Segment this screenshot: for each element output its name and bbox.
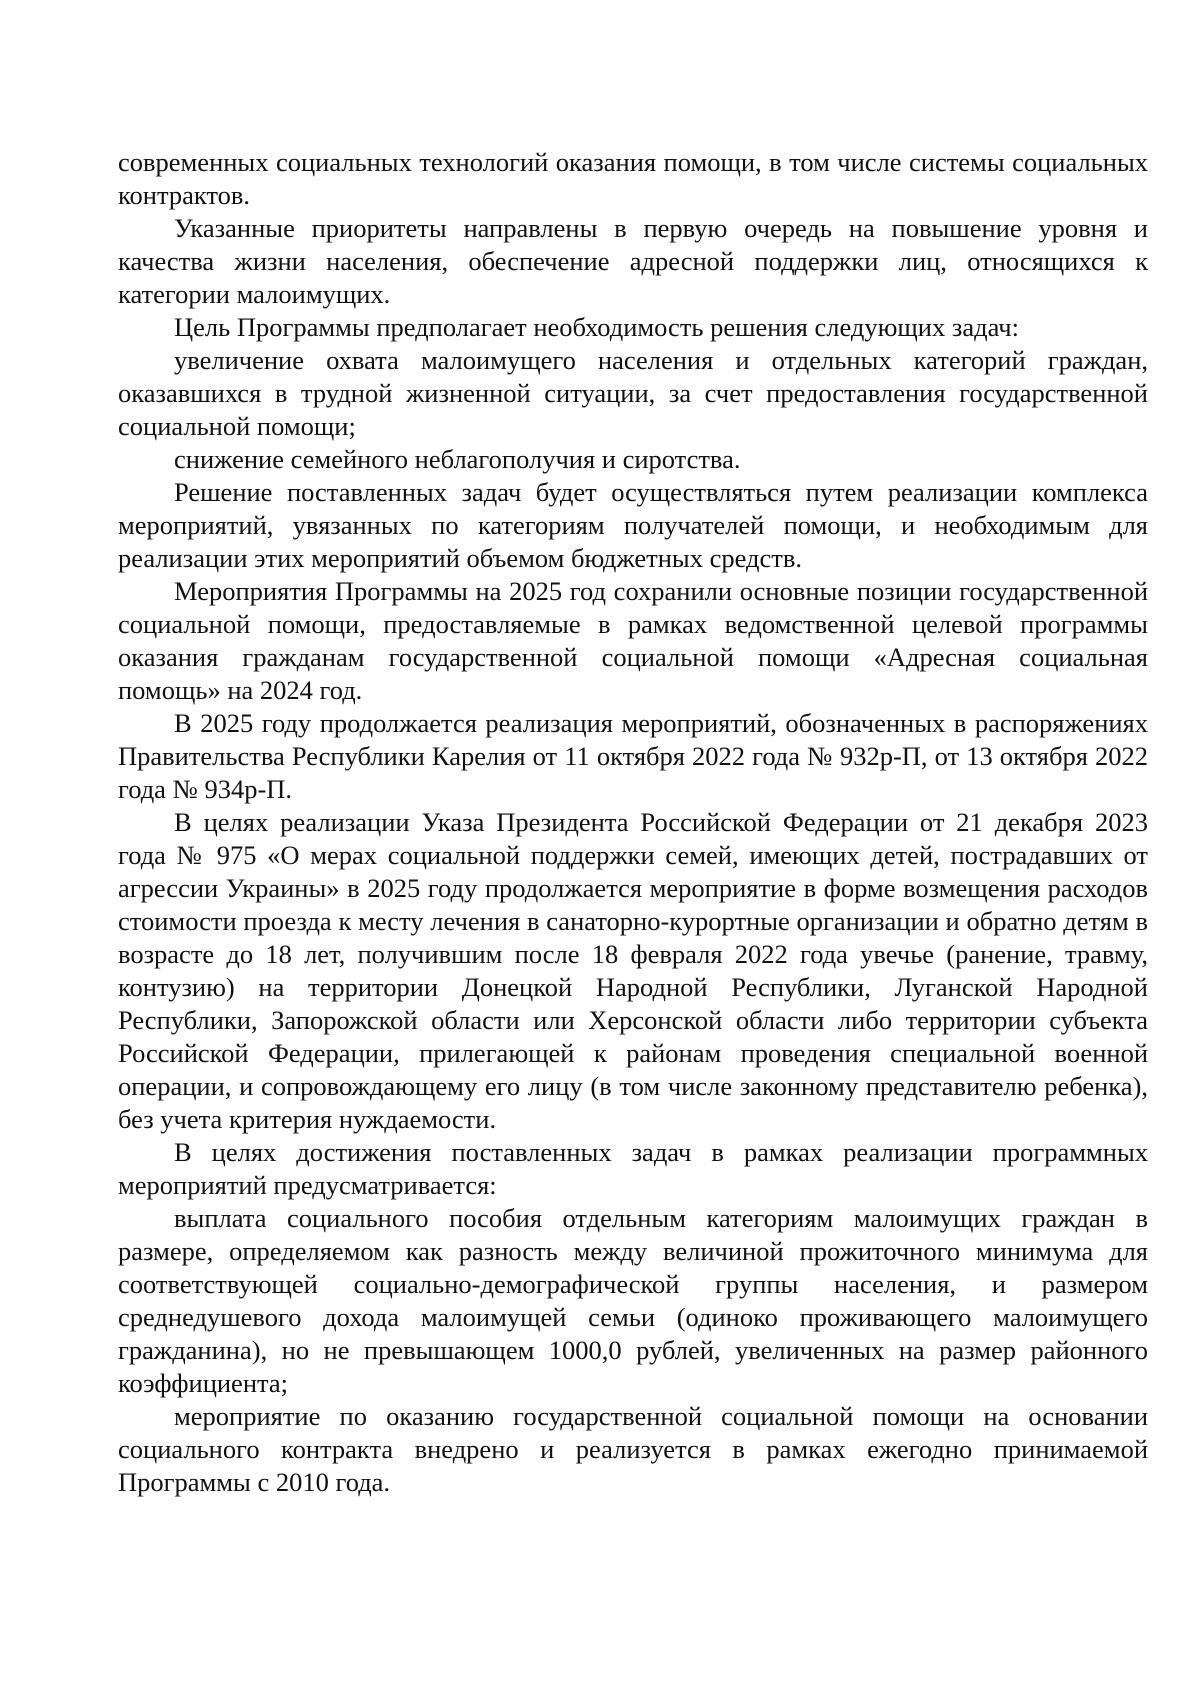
paragraph-continuation: современных социальных технологий оказания помощи, в том числе системы социальных контрактов. [118, 147, 1148, 210]
paragraph-orders: В 2025 году продолжается реализация мероприятий, обозначенных в распоряжениях Правительства Республики Карелия от 11 октября 2022 года № 932р-П, от 13 октября 2022 года № 934р-П. [118, 708, 1148, 804]
paragraph-program-goal: Цель Программы предполагает необходимость решения следующих задач: [174, 312, 1019, 342]
paragraph-presidential-decree: В целях реализации Указа Президента Российской Федерации от 21 декабря 2023 года № 975 «О мерах социальной поддержки семей, имеющих детей, пострадавших от агрессии Украины» в 2025 году продолжается мероприятие в форме возмещения расходов стоимости проезда к месту лечения в санаторно-курортные организации и обратно детям в возрасте до 18 лет, получившим после 18 февраля 2022 года увечье (ранение, травму, контузию) на территории Донецкой Народной Республики, Луганской Народной Республики, Запорожской области или Херсонской области либо территории субъекта Российской Федерации, прилегающей к районам проведения специальной военной операции, и сопровождающему его лицу (в том числе законному представителю ребенка), без учета критерия нуждаемости. [118, 807, 1148, 1134]
paragraph-measures-2025: Мероприятия Программы на 2025 год сохранили основные позиции государственной социальной помощи, предоставляемые в рамках ведомственной целевой программы оказания гражданам государственной социальной помощи «Адресная социальная помощь» на 2024 год. [118, 576, 1148, 705]
paragraph-task-family: снижение семейного неблагополучия и сиротства. [174, 444, 741, 474]
paragraph-social-benefit: выплата социального пособия отдельным категориям малоимущих граждан в размере, определяемом как разность между величиной прожиточного минимума для соответствующей социально-демографической группы населения, и размером среднедушевого дохода малоимущей семьи (одиноко проживающего малоимущего гражданина), но не превышающем 1000,0 рублей, увеличенных на размер районного коэффициента; [118, 1203, 1148, 1398]
paragraph-task-coverage: увеличение охвата малоимущего населения и отдельных категорий граждан, оказавшихся в трудной жизненной ситуации, за счет предоставления государственной социальной помощи; [118, 345, 1148, 441]
paragraph-solution: Решение поставленных задач будет осуществляться путем реализации комплекса мероприятий, увязанных по категориям получателей помощи, и необходимым для реализации этих мероприятий объемом бюджетных средств. [118, 477, 1148, 573]
paragraph-social-contract: мероприятие по оказанию государственной социальной помощи на основании социального контракта внедрено и реализуется в рамках ежегодно принимаемой Программы с 2010 года. [118, 1401, 1148, 1497]
document-body [118, 146, 1148, 1499]
paragraph-priorities: Указанные приоритеты направлены в первую очередь на повышение уровня и качества жизни населения, обеспечение адресной поддержки лиц, относящихся к категории малоимущих. [118, 213, 1148, 309]
paragraph-achievement: В целях достижения поставленных задач в рамках реализации программных мероприятий предусматривается: [118, 1137, 1148, 1200]
